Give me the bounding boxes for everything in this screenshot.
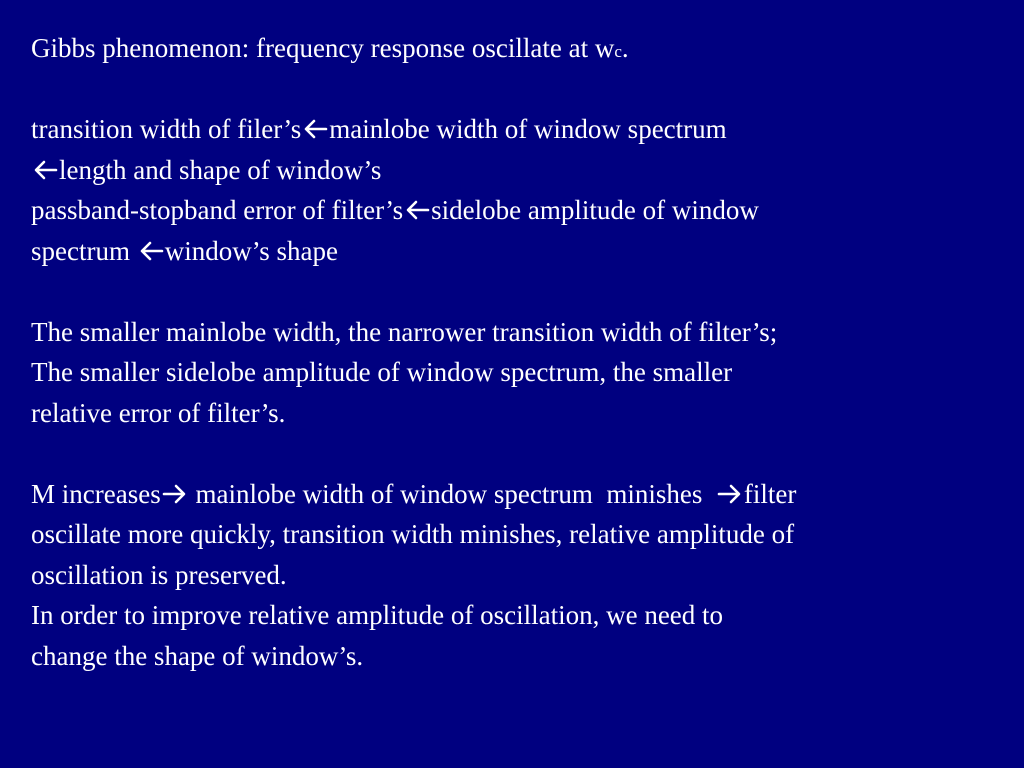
spacer — [31, 271, 1004, 312]
left-arrow-icon — [404, 199, 430, 221]
block2-line1: The smaller mainlobe width, the narrower transition width of filter’s; — [31, 316, 778, 347]
block1-line4 — [31, 231, 1004, 272]
block1-line1-part-b: mainlobe width of window spectrum — [329, 114, 727, 144]
left-arrow-icon — [138, 240, 164, 262]
block2-line2: The smaller sidelobe amplitude of window spectrum, the smaller — [31, 357, 733, 387]
block3-line1-part-c: filter — [743, 478, 797, 509]
spacer — [31, 433, 1004, 474]
heading-text: Gibbs phenomenon: frequency response oscillate at w — [31, 33, 615, 63]
block1-line3-part-b: sidelobe amplitude of window — [431, 195, 759, 225]
right-arrow-icon — [717, 483, 743, 505]
left-arrow-icon — [302, 118, 328, 140]
spacer — [31, 69, 1004, 110]
block1-line4-part-a: spectrum — [31, 235, 137, 266]
block1-line4-part-b: window’s shape — [164, 235, 338, 266]
block1-line2-text: length and shape of window’s — [59, 154, 382, 185]
block1-line1-part-a: transition width of filer’s — [31, 114, 302, 144]
block3-line1-part-b: mainlobe width of window spectrum minishes — [188, 478, 716, 509]
block3-line2: oscillate more quickly, transition width minishes, relative amplitude of — [31, 519, 795, 549]
block3-line3: oscillation is preserved. — [31, 559, 287, 590]
block3-line5: change the shape of window’s. — [31, 640, 364, 671]
block3-line1-part-a: M increases — [31, 478, 161, 509]
heading-subscript: c — [614, 42, 622, 61]
heading-line — [31, 28, 1004, 69]
block1-line2 — [31, 150, 1004, 191]
block1-line1 — [31, 109, 1004, 150]
left-arrow-icon — [32, 159, 58, 181]
block3-line1 — [31, 474, 1004, 515]
block1-line3 — [31, 190, 1004, 231]
block2-line3: relative error of filter’s. — [31, 397, 286, 428]
block1-line3-part-a: passband-stopband error of filter’s — [31, 195, 404, 225]
heading-period: . — [621, 33, 629, 63]
right-arrow-icon — [162, 483, 188, 505]
block3-line4: In order to improve relative amplitude of oscillation, we need to — [31, 600, 724, 630]
